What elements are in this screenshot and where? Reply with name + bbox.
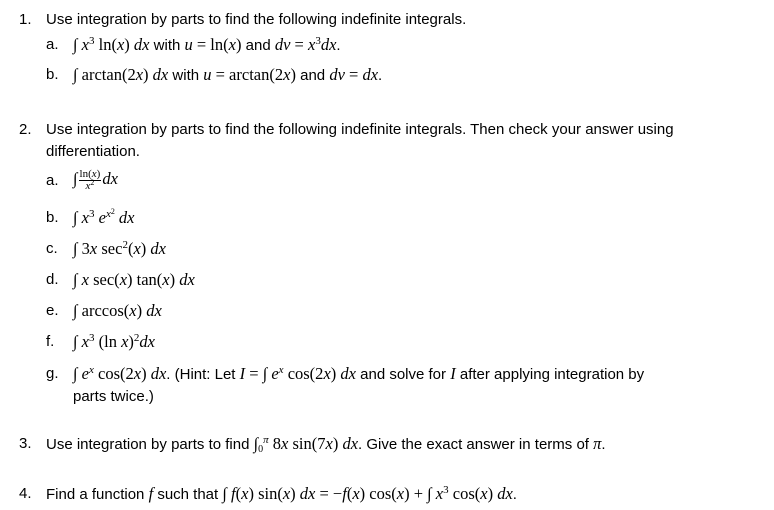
q2-text-line2: differentiation. <box>46 143 140 160</box>
q2-text-line1: Use integration by parts to find the following indefinite integrals. Then check your answer using <box>46 121 674 138</box>
q1-b: ∫ arctan(2x) dx with u = arctan(2x) and dv = dx. <box>73 65 383 84</box>
q1-number: 1. <box>19 11 32 28</box>
q3-integral: $\int_0^\pi$ 8x sin(7x) dx <box>253 434 359 455</box>
q2-f: ∫ $x^3$ (ln x)$^2$dx <box>73 332 155 351</box>
q2-b-label: b. <box>46 209 59 226</box>
q4-equation: ∫ f(x) sin(x) dx = −f(x) cos(x) + ∫ $x^3$ cos(x) dx <box>222 484 513 503</box>
q1-text: Use integration by parts to find the following indefinite integrals. <box>46 11 467 28</box>
q2-number: 2. <box>19 121 32 138</box>
q1-b-integral: ∫ arctan(2x) dx <box>73 65 169 84</box>
q1-b-u: u = arctan(2x) <box>203 65 296 84</box>
q2-d: ∫ x sec(x) tan(x) dx <box>73 270 195 289</box>
q2-d-label: d. <box>46 271 59 288</box>
q3-number: 3. <box>19 435 32 452</box>
q2-a: ∫ $\frac{\ln(x)}{x^2}$ dx <box>73 167 118 192</box>
q1-a-integral: ∫ $x^3$ ln(x) dx <box>73 35 150 54</box>
q2-a-label: a. <box>46 172 59 189</box>
q1-a-label: a. <box>46 36 59 53</box>
q2-f-label: f. <box>46 333 55 350</box>
q2-g: ∫ $e^x$ cos(2x) dx. (Hint: Let I = ∫ $e^x$ cos(2x) dx and solve for I after applying integration by <box>73 364 645 383</box>
q4-text: Find a function f such that ∫ f(x) sin(x) dx = −f(x) cos(x) + ∫ $x^3$ cos(x) dx. <box>46 484 517 503</box>
q2-c-label: c. <box>46 240 58 257</box>
q3-text: Use integration by parts to find $\int_0^\pi$ 8x sin(7x) dx. Give the exact answer in terms of π. <box>46 434 606 455</box>
q1-a-u: u = ln(x) <box>184 35 242 54</box>
q2-g-line2: parts twice.) <box>73 388 154 405</box>
q4-number: 4. <box>19 485 32 502</box>
q1-a: ∫ $x^3$ ln(x) dx with u = ln(x) and dv = $x^3dx$. <box>73 35 341 54</box>
q2-e-label: e. <box>46 302 59 319</box>
q2-c: ∫ 3x $\sec^2(x)$ dx <box>73 239 166 258</box>
q2-g-label: g. <box>46 365 59 382</box>
q1-b-dv: dv = dx <box>329 65 379 84</box>
q2-e: ∫ arccos(x) dx <box>73 301 162 320</box>
q2-a-fraction: $\frac{\ln(x)}{x^2}$ <box>79 167 101 192</box>
q2-b: ∫ $x^3$ $e^{x^2}$ dx <box>73 207 135 227</box>
q1-a-dv: dv = $x^3dx$ <box>274 35 337 54</box>
q1-b-label: b. <box>46 66 59 83</box>
